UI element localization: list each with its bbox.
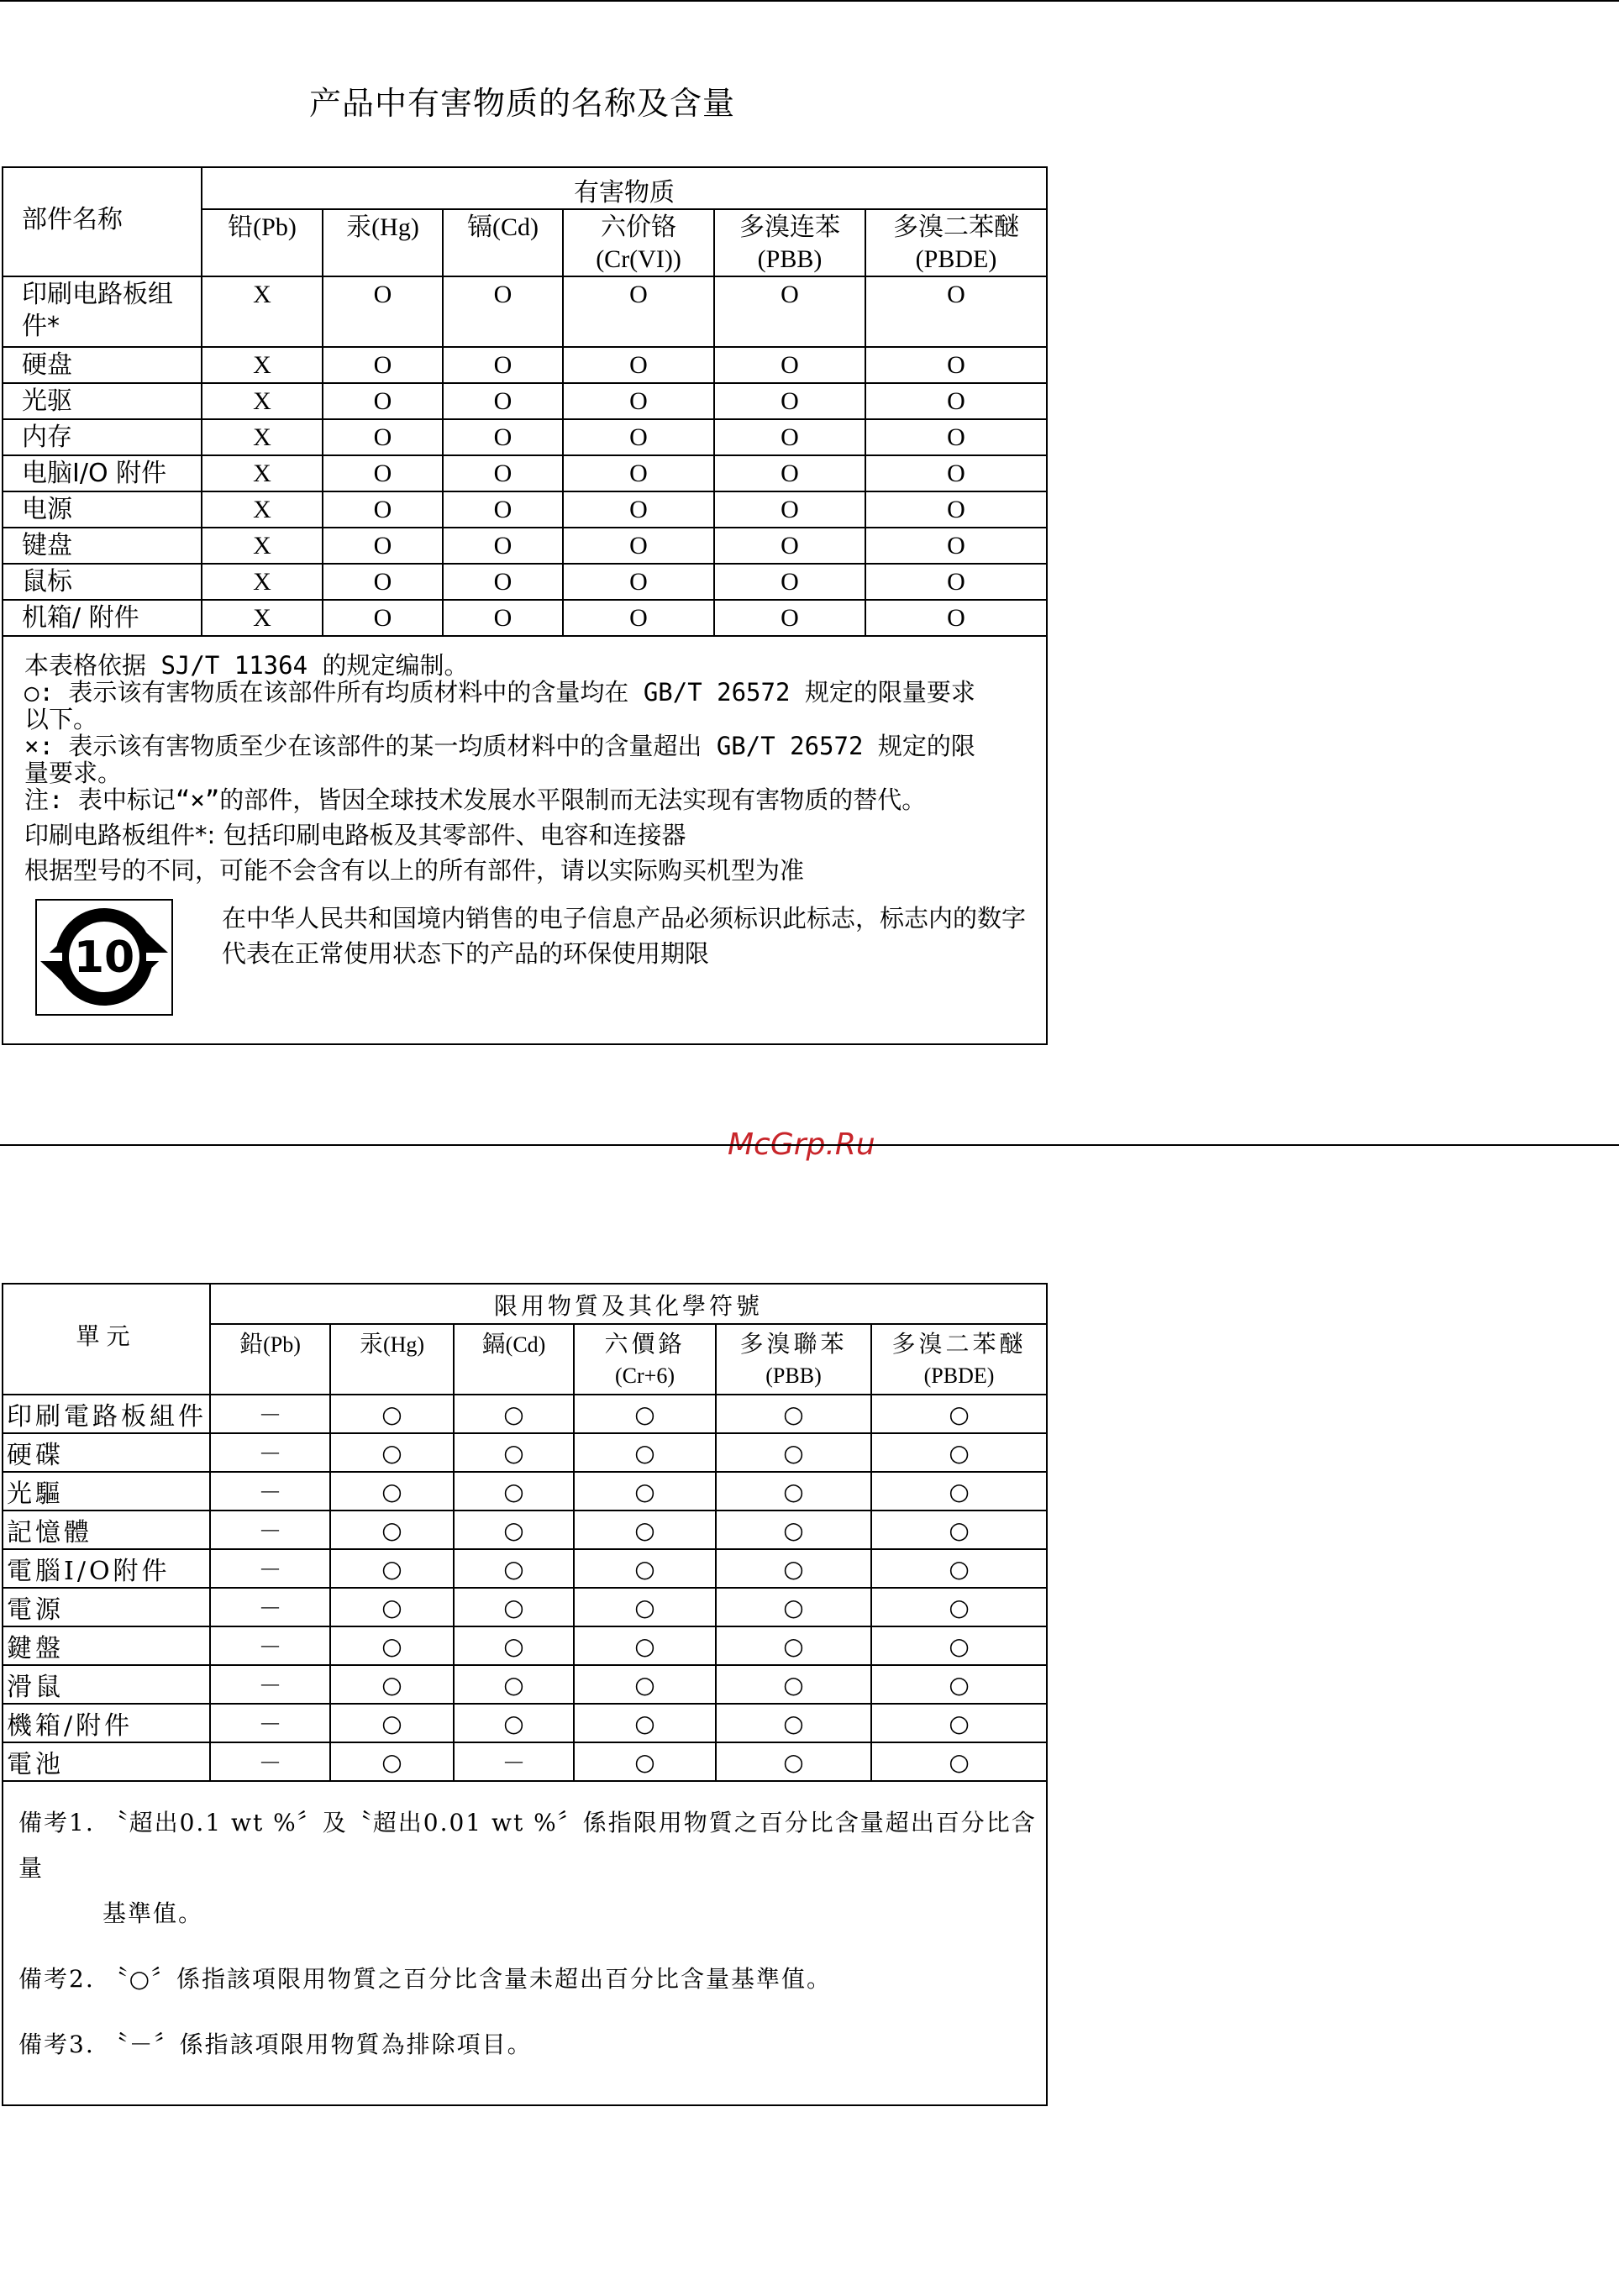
part-name: 硬盘 [3, 347, 202, 383]
part-name: 机箱/ 附件 [3, 600, 202, 636]
substance-col-header [714, 209, 865, 276]
substance-mark: O [563, 455, 714, 491]
substance-mark: O [714, 455, 865, 491]
substance-col-header [323, 209, 443, 276]
substance-group-header: 限用物質及其化學符號 [210, 1284, 1047, 1324]
substance-mark: ○ [716, 1511, 871, 1549]
note-line: 印刷电路板组件*: 包括印刷电路板及其零部件、电容和连接器 [24, 821, 686, 849]
substance-mark: ○ [330, 1472, 454, 1511]
substance-mark: ○ [574, 1433, 716, 1472]
substance-mark: ○ [716, 1704, 871, 1742]
substance-mark: O [323, 383, 443, 419]
substance-mark: ○ [871, 1472, 1047, 1511]
substance-mark: O [865, 528, 1047, 564]
unit-name: 滑鼠 [3, 1665, 210, 1704]
note-line: ×: 表示该有害物质至少在该部件的某一均质材料中的含量超出 GB/T 26572 规定的限量要求。 [24, 732, 975, 787]
table-row [3, 1742, 1047, 1781]
substance-mark: O [865, 491, 1047, 528]
substance-mark: O [714, 600, 865, 636]
substance-symbol: (PBB) [757, 245, 823, 273]
substance-mark: O [323, 600, 443, 636]
substance-mark: O [714, 419, 865, 455]
substance-mark: O [323, 347, 443, 383]
substance-mark: O [443, 419, 563, 455]
substance-mark: O [323, 276, 443, 347]
table-row [3, 1511, 1047, 1549]
substance-col-header [574, 1324, 716, 1395]
substance-mark: － [210, 1742, 330, 1781]
substance-mark: O [443, 491, 563, 528]
substance-mark: O [443, 600, 563, 636]
substance-mark: ○ [716, 1472, 871, 1511]
substance-mark: ○ [574, 1511, 716, 1549]
substance-mark: O [865, 455, 1047, 491]
substance-mark: ○ [716, 1395, 871, 1433]
unit-name: 記憶體 [3, 1511, 210, 1549]
part-name: 键盘 [3, 528, 202, 564]
substance-mark: X [202, 276, 323, 347]
substance-name: 多溴二苯醚 [893, 213, 1020, 242]
substance-mark: ○ [454, 1704, 574, 1742]
substance-symbol: (Hg) [382, 1332, 425, 1357]
remark-3: 備考3. 〝－〞係指該項限用物質為排除項目。 [18, 2031, 533, 2058]
table-row [3, 491, 1047, 528]
substance-mark: ○ [454, 1626, 574, 1665]
substance-name: 汞 [359, 1330, 383, 1358]
unit-name: 鍵盤 [3, 1626, 210, 1665]
substance-mark: O [714, 347, 865, 383]
substance-mark: ○ [330, 1395, 454, 1433]
substance-mark: ○ [330, 1742, 454, 1781]
substance-name: 铅(Pb) [228, 213, 297, 241]
substance-mark: O [443, 383, 563, 419]
substance-mark: － [210, 1549, 330, 1588]
substance-name: 鉛 [239, 1330, 264, 1358]
substance-mark: X [202, 383, 323, 419]
table-row [3, 419, 1047, 455]
substance-col-header [865, 209, 1047, 276]
substance-mark: O [865, 383, 1047, 419]
remark-2: 備考2. 〝○〞係指該項限用物質之百分比含量未超出百分比含量基準值。 [18, 1965, 833, 1993]
substance-mark: O [323, 419, 443, 455]
substance-mark: ○ [330, 1511, 454, 1549]
substance-mark: O [563, 276, 714, 347]
substance-mark: ○ [454, 1433, 574, 1472]
substance-mark: ○ [574, 1472, 716, 1511]
epup-logo-frame [35, 899, 173, 1016]
substance-col-header [871, 1324, 1047, 1395]
substance-mark: O [865, 600, 1047, 636]
substance-mark: O [563, 600, 714, 636]
substance-mark: O [563, 383, 714, 419]
substance-mark: X [202, 419, 323, 455]
substance-mark: O [563, 419, 714, 455]
substance-mark: ○ [330, 1588, 454, 1626]
substance-mark: O [323, 528, 443, 564]
restricted-substance-table-traditional [2, 1283, 1048, 2106]
substance-mark: ○ [574, 1395, 716, 1433]
substance-name: 鎘 [481, 1330, 506, 1358]
substance-mark: X [202, 528, 323, 564]
part-name: 鼠标 [3, 564, 202, 600]
substance-col-header [330, 1324, 454, 1395]
unit-name: 硬碟 [3, 1433, 210, 1472]
substance-col-header [202, 209, 323, 276]
remark-1-continued: 基準值。 [103, 1899, 204, 1927]
substance-mark: O [714, 276, 865, 347]
remarks-section [3, 1781, 1047, 2105]
substance-symbol: (Cd) [505, 1332, 546, 1357]
table-row [3, 383, 1047, 419]
unit-name: 電源 [3, 1588, 210, 1626]
substance-symbol: (Pb) [263, 1332, 301, 1357]
table-row [3, 276, 1047, 347]
substance-mark: O [865, 564, 1047, 600]
note-line: 本表格依据 SJ/T 11364 的规定编制。 [24, 651, 469, 680]
substance-mark: ○ [454, 1395, 574, 1433]
substance-mark: O [443, 455, 563, 491]
environment-protection-period-icon [37, 901, 171, 1014]
substance-mark: － [454, 1742, 574, 1781]
substance-mark: ○ [871, 1626, 1047, 1665]
substance-mark: － [210, 1472, 330, 1511]
substance-mark: O [563, 491, 714, 528]
substance-mark: O [323, 455, 443, 491]
unit-name: 電腦I/O附件 [3, 1549, 210, 1588]
substance-mark: － [210, 1395, 330, 1433]
substance-mark: ○ [454, 1549, 574, 1588]
substance-mark: O [563, 564, 714, 600]
part-name: 光驱 [3, 383, 202, 419]
notes-section [3, 636, 1047, 1044]
note-line: ○: 表示该有害物质在该部件所有均质材料中的含量均在 GB/T 26572 规定的限量要求以下。 [24, 678, 975, 733]
substance-mark: ○ [871, 1511, 1047, 1549]
table-row [3, 1704, 1047, 1742]
substance-mark: ○ [716, 1665, 871, 1704]
top-rule [0, 0, 1619, 2]
table-row [3, 1588, 1047, 1626]
substance-name: 镉(Cd) [467, 213, 539, 241]
substance-mark: ○ [330, 1549, 454, 1588]
substance-mark: ○ [871, 1549, 1047, 1588]
table-row [3, 1395, 1047, 1433]
substance-mark: ○ [574, 1549, 716, 1588]
logo-description: 在中华人民共和国境内销售的电子信息产品必须标识此标志，标志内的数字代表在正常使用状态下的产品的环保使用期限 [222, 904, 1027, 968]
substance-col-header [716, 1324, 871, 1395]
substance-group-header: 有害物质 [202, 167, 1047, 209]
substance-mark: ○ [574, 1704, 716, 1742]
substance-mark: O [714, 491, 865, 528]
substance-mark: O [714, 564, 865, 600]
substance-mark: － [210, 1588, 330, 1626]
substance-mark: ○ [871, 1395, 1047, 1433]
unit-name: 機箱/附件 [3, 1704, 210, 1742]
substance-mark: ○ [716, 1433, 871, 1472]
substance-name: 多溴二苯醚 [891, 1330, 1027, 1358]
substance-name: 六价铬 [601, 213, 676, 242]
part-name: 内存 [3, 419, 202, 455]
substance-mark: ○ [716, 1588, 871, 1626]
substance-mark: ○ [574, 1665, 716, 1704]
substance-name: 多溴连苯 [739, 213, 840, 242]
substance-mark: ○ [330, 1433, 454, 1472]
note-line: 根据型号的不同，可能不会含有以上的所有部件，请以实际购买机型为准 [24, 856, 805, 885]
substance-mark: O [865, 419, 1047, 455]
substance-symbol: (PBDE) [915, 245, 997, 273]
remark-1: 備考1. 〝超出0.1 wt %〞及〝超出0.01 wt %〞係指限用物質之百分比含量超出百分比含量 基準值。 [18, 1809, 1037, 1927]
table-row [3, 347, 1047, 383]
table-row [3, 564, 1047, 600]
substance-mark: O [323, 491, 443, 528]
substance-mark: O [443, 276, 563, 347]
substance-mark: ○ [454, 1472, 574, 1511]
substance-mark: ○ [574, 1626, 716, 1665]
substance-mark: ○ [574, 1588, 716, 1626]
note-line: 注: 表中标记“×”的部件，皆因全球技术发展水平限制而无法实现有害物质的替代。 [24, 785, 927, 814]
part-name: 电源 [3, 491, 202, 528]
substance-mark: O [563, 528, 714, 564]
page-title: 产品中有害物质的名称及含量 [309, 85, 736, 122]
unit-name: 印刷電路板組件 [3, 1395, 210, 1433]
substance-col-header [563, 209, 714, 276]
substance-mark: ○ [871, 1704, 1047, 1742]
substance-mark: O [443, 347, 563, 383]
table-row [3, 1665, 1047, 1704]
substance-mark: ○ [871, 1742, 1047, 1781]
substance-mark: X [202, 455, 323, 491]
substance-symbol: (Cr(VI)) [596, 245, 681, 273]
table-row [3, 1433, 1047, 1472]
substance-mark: X [202, 564, 323, 600]
substance-col-header [443, 209, 563, 276]
substance-mark: O [443, 564, 563, 600]
table-row [3, 1549, 1047, 1588]
substance-mark: ○ [716, 1626, 871, 1665]
part-name: 电脑I/O 附件 [3, 455, 202, 491]
substance-mark: ○ [716, 1742, 871, 1781]
part-column-header: 部件名称 [3, 167, 202, 276]
substance-mark: O [323, 564, 443, 600]
table-row [3, 455, 1047, 491]
substance-mark: － [210, 1626, 330, 1665]
svg-text:10: 10 [73, 933, 135, 983]
substance-mark: ○ [330, 1704, 454, 1742]
section-divider [0, 1144, 1619, 1146]
substance-symbol: (PBB) [765, 1363, 822, 1388]
substance-mark: ○ [871, 1588, 1047, 1626]
substance-name: 多溴聯苯 [739, 1330, 848, 1358]
substance-mark: ○ [716, 1549, 871, 1588]
substance-mark: ○ [454, 1665, 574, 1704]
unit-column-header: 單元 [3, 1284, 210, 1395]
part-name: 印刷电路板组件* [3, 276, 202, 347]
substance-mark: X [202, 600, 323, 636]
substance-mark: ○ [454, 1588, 574, 1626]
substance-mark: － [210, 1665, 330, 1704]
substance-name: 六價鉻 [604, 1330, 686, 1358]
substance-mark: O [443, 528, 563, 564]
watermark: McGrp.Ru [728, 1127, 875, 1162]
hazard-table-simplified [2, 166, 1048, 1045]
table-row [3, 1626, 1047, 1665]
substance-name: 汞(Hg) [346, 213, 419, 241]
substance-mark: ○ [574, 1742, 716, 1781]
substance-mark: O [865, 276, 1047, 347]
substance-symbol: (Cr+6) [615, 1363, 675, 1388]
substance-mark: ○ [871, 1665, 1047, 1704]
unit-name: 電池 [3, 1742, 210, 1781]
unit-name: 光驅 [3, 1472, 210, 1511]
substance-col-header [454, 1324, 574, 1395]
table-row [3, 600, 1047, 636]
substance-mark: X [202, 491, 323, 528]
substance-symbol: (PBDE) [923, 1363, 995, 1388]
substance-mark: O [714, 528, 865, 564]
substance-mark: O [563, 347, 714, 383]
substance-mark: － [210, 1704, 330, 1742]
substance-col-header [210, 1324, 330, 1395]
table-row [3, 528, 1047, 564]
substance-mark: ○ [454, 1511, 574, 1549]
substance-mark: － [210, 1433, 330, 1472]
substance-mark: X [202, 347, 323, 383]
substance-mark: － [210, 1511, 330, 1549]
table-row [3, 1472, 1047, 1511]
substance-mark: O [865, 347, 1047, 383]
substance-mark: ○ [330, 1665, 454, 1704]
substance-mark: O [714, 383, 865, 419]
substance-mark: ○ [871, 1433, 1047, 1472]
substance-mark: ○ [330, 1626, 454, 1665]
